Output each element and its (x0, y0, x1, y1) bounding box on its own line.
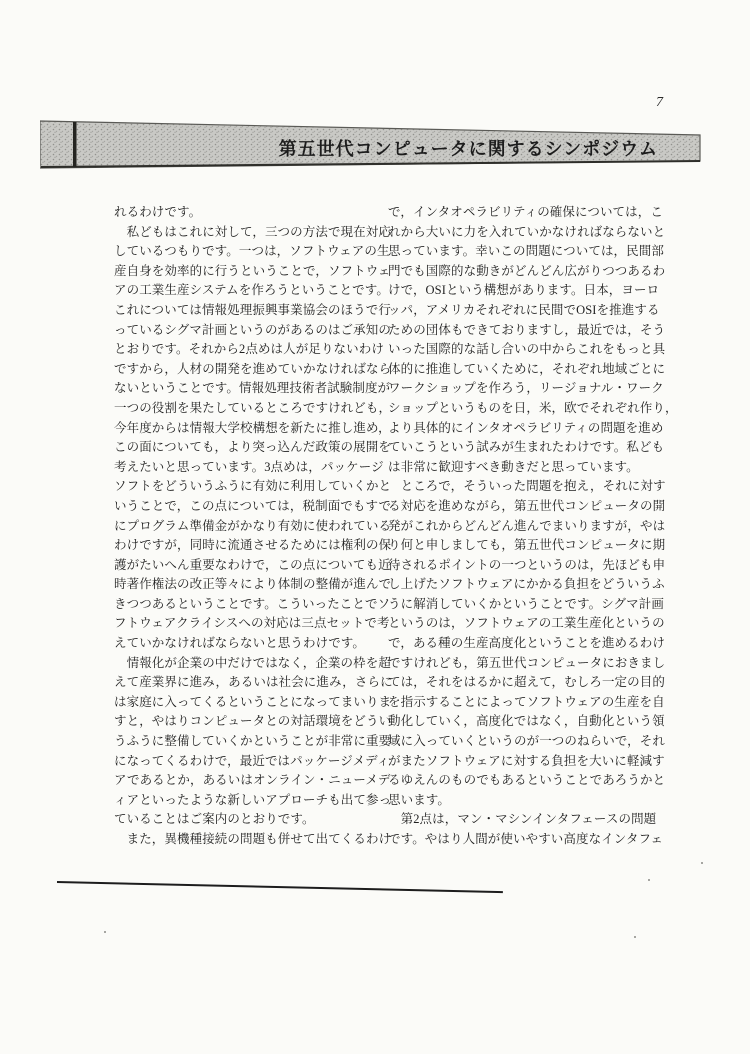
text-line: 時著作権法の改正等々により体制の整備が進んで (114, 577, 392, 592)
scan-speck (104, 931, 106, 933)
text-line: フトウェアクライシスへの対応は三点セットで考 (114, 616, 390, 631)
text-line: 第2点は，マン・マシンインタフェースの問題 (388, 812, 657, 827)
text-line: すと，やはりコンピュータとの対話環境をどうい (114, 714, 392, 729)
header-bar (40, 118, 702, 172)
text-line: しているつもりです。一つは，ソフトウェアの生 (114, 244, 390, 259)
text-line: がまたソフトウェアに対する負担を大いに軽減す (388, 753, 665, 768)
text-line: けで，OSIという構想があります。日本，ヨーロ (388, 283, 660, 298)
text-line: る対応を進めながら，第五世代コンピュータの開 (388, 498, 666, 513)
page-number: 7 (656, 95, 663, 110)
text-line: 体的に推進していくために，それぞれ地域ごとに (388, 361, 666, 376)
text-line: うふうに整備していくかということが非常に重要 (114, 734, 392, 749)
text-line: いった国際的な話し合いの中からこれをもっと具 (388, 342, 666, 357)
text-line: 考えたいと思っています。3点めは，パッケージ (114, 459, 384, 474)
text-line: うに解消していくかということです。シグマ計画 (388, 596, 664, 611)
text-line: るゆえんのものでもあるということであろうかと (388, 773, 666, 788)
text-line: ッパ，アメリカそれぞれに民間でOSIを推進する (388, 302, 660, 317)
text-line: れるわけです。 (114, 205, 202, 219)
scan-speck (701, 862, 703, 864)
text-line: れから大いに力を入れていかなければならないと (388, 224, 666, 239)
text-line: 域に入っていくというのが一つのねらいで，それ (388, 734, 665, 749)
text-line: いうことで，この点については，税制面でもすで (114, 498, 392, 513)
header-title: 第五世代コンピュータに関するシンポジウム (278, 139, 658, 159)
text-line: ィアといったような新しいアプローチも出て参っ (114, 792, 392, 807)
scan-speck (648, 879, 650, 881)
right-text-column (388, 203, 678, 850)
text-line: 待されるポイントの一つというのは，先ほども申 (388, 557, 666, 572)
bottom-rule (57, 881, 503, 893)
text-line: ていこうという試みが生まれたわけです。私ども (388, 440, 665, 455)
text-line: ための団体もできておりますし，最近では，そう (388, 322, 666, 337)
text-line: 発がこれからどんどん進んでまいりますが，やは (388, 518, 666, 533)
text-line: きつつあるということです。こういったことでソ (114, 596, 391, 611)
text-line: えて産業界に進み，あるいは社会に進み，さらに (114, 675, 393, 690)
text-line: ワークショップを作ろう，リージョナル・ワーク (388, 381, 664, 396)
text-line: わけですが，同時に流通させるためには権利の保 (114, 538, 392, 553)
text-line: ところで，そういった問題を抱え，それに対す (388, 479, 666, 494)
text-line: です。やはり人間が使いやすい高度なインタフェ (388, 832, 664, 846)
text-line: とおりです。それから2点めは人が足りないわけ (114, 342, 384, 357)
text-line: 今年度からは情報大学校構想を新たに推し進め， (114, 420, 391, 435)
text-line: ショップというものを日，米，欧でそれぞれ作り， (388, 400, 678, 415)
text-line: で，インタオペラビリティの確保については，こ (388, 205, 663, 219)
text-line: ですから，人材の開発を進めていかなければなら (114, 361, 392, 376)
text-line: アの工業生産システムを作ろうということです。 (114, 283, 389, 298)
text-line: えていかなければならないと思うわけです。 (114, 636, 366, 651)
text-line: にプログラム準備金がかなり有効に使われている (114, 518, 392, 533)
text-line: ては，それをはるかに超えて，むしろ一定の目的 (388, 675, 665, 690)
text-line: 一つの役割を果たしているところですけれども， (114, 400, 392, 415)
text-line: 門でも国際的な動きがどんどん広がりつつあるわ (388, 263, 666, 278)
text-line: また，異機種接続の問題も併せて出てくるわけ (114, 832, 392, 846)
text-line: り何と申しましても，第五世代コンピュータに期 (388, 538, 666, 553)
text-line: になってくるわけで，最近ではパッケージメディ (114, 753, 390, 768)
text-line: 私どもはこれに対して，三つの方法で現在対応 (114, 224, 391, 239)
text-line: し上げたソフトウェアにかかる負担をどういうふ (388, 577, 665, 592)
text-line: ないということです。情報処理技術者試験制度が (114, 381, 391, 396)
text-line: ていることはご案内のとおりです。 (114, 812, 315, 827)
text-line: 思っています。幸いこの問題については，民間部 (388, 244, 664, 259)
text-line: より具体的にインタオペラビリティの問題を進め (388, 420, 664, 435)
binding-fold-mark (73, 122, 77, 167)
left-text-column (114, 203, 393, 850)
text-line: ですけれども，第五世代コンピュータにおきまし (388, 655, 666, 670)
text-line: この面についても，より突っ込んだ政策の展開を (114, 440, 391, 455)
text-line: 動化していく，高度化ではなく，自動化という領 (388, 714, 665, 729)
text-line: は非常に歓迎すべき動きだと思っています。 (388, 459, 639, 474)
text-line: これについては情報処理振興事業協会のほうで行 (114, 302, 391, 317)
text-line: 産自身を効率的に行うということで，ソフトウェ (114, 263, 391, 278)
text-line: というのは，ソフトウェアの工業生産化というの (388, 616, 665, 631)
text-line: を指示することによってソフトウェアの生産を自 (388, 694, 665, 709)
text-line: 思います。 (388, 792, 451, 807)
text-line: 護がたいへん重要なわけで，この点についても近 (114, 557, 391, 572)
text-line: ソフトをどういうふうに有効に利用していくかと (114, 479, 392, 494)
scan-speck (634, 936, 636, 938)
text-line: 情報化が企業の中だけではなく，企業の枠を超 (114, 655, 391, 670)
text-line: で，ある種の生産高度化ということを進めるわけ (388, 636, 665, 651)
text-line: っているシグマ計画というのがあるのはご承知の (114, 322, 391, 337)
text-line: は家庭に入ってくるということになってまいりま (114, 694, 392, 709)
text-line: アであるとか，あるいはオンライン・ニューメデ (114, 773, 391, 788)
